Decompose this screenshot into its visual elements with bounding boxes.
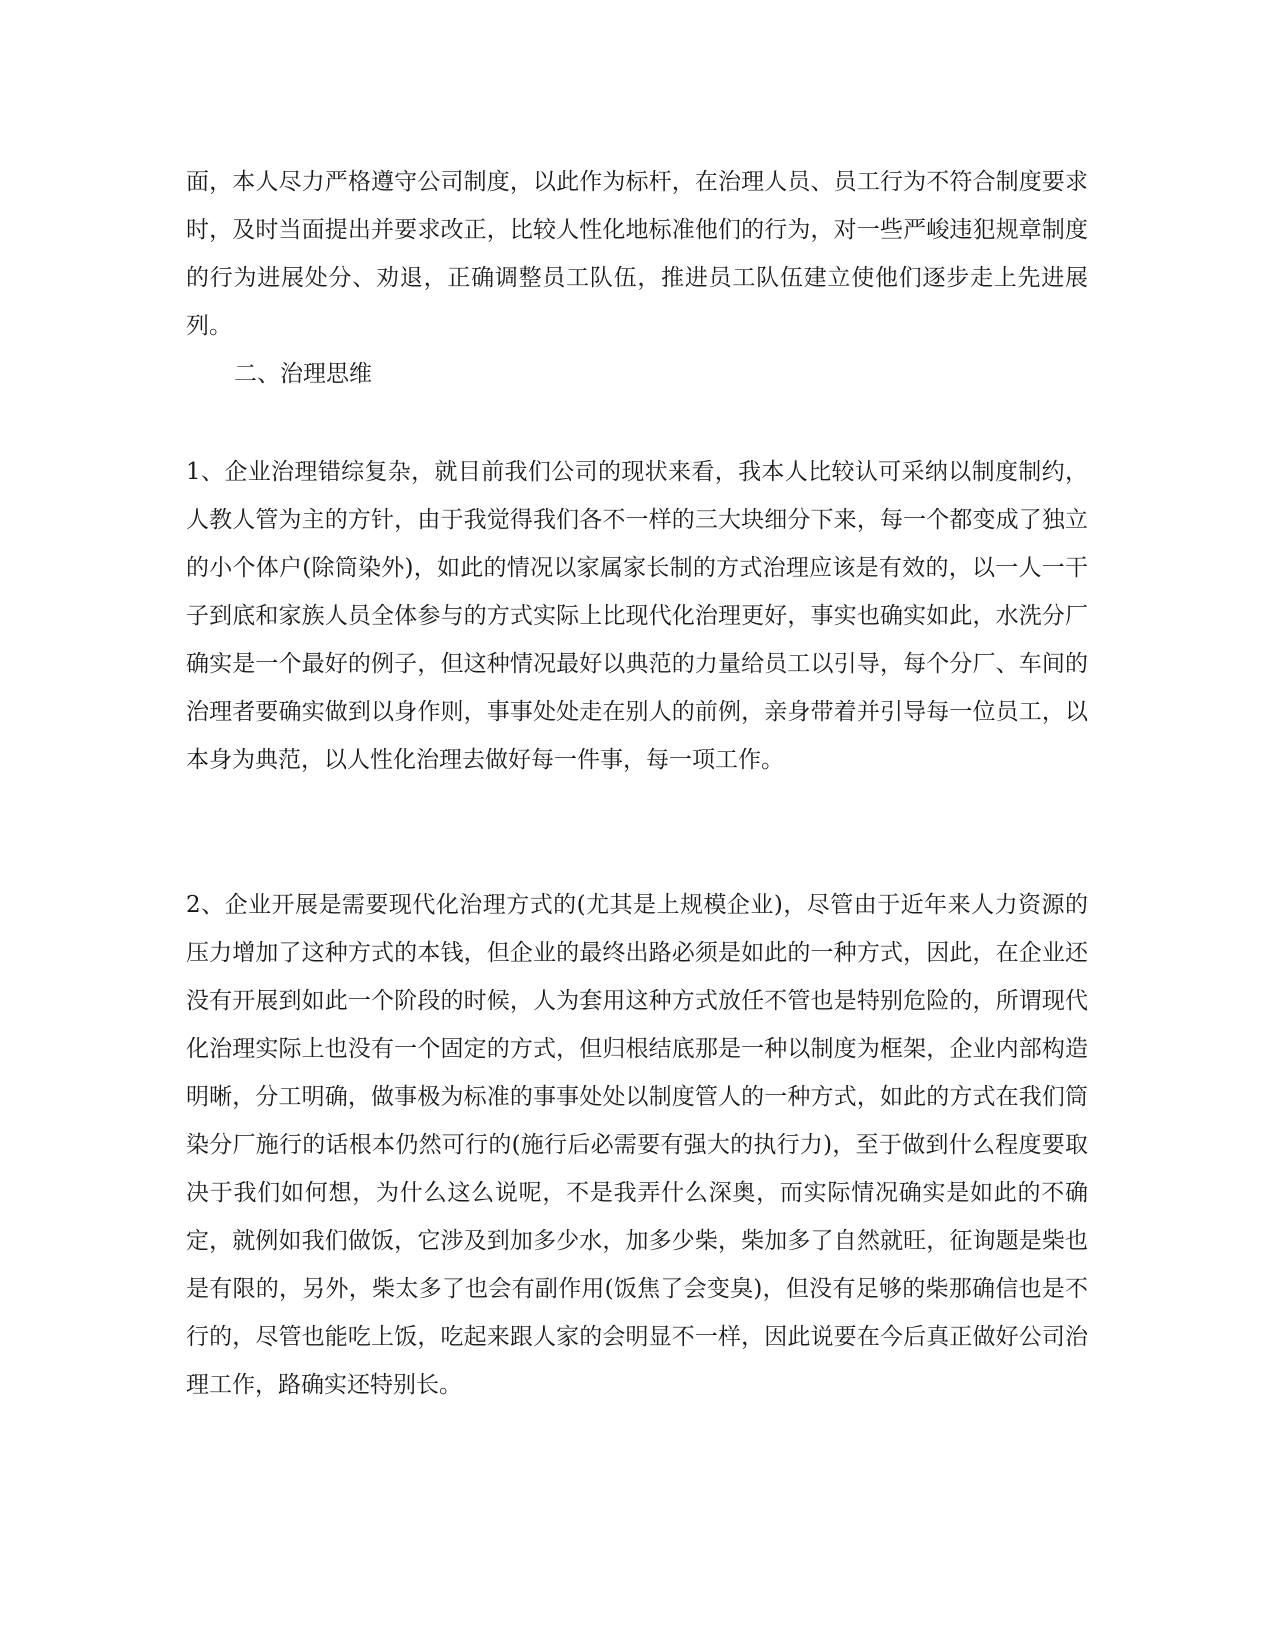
paragraph-point-1: 1、企业治理错综复杂，就目前我们公司的现状来看，我本人比较认可采纳以制度制约，人教人管为主的方针，由于我觉得我们各不一样的三大块细分下来，每一个都变成了独立的小个体户(除筒染外)，如此的情况以家属家长制的方式治理应该是有效的，以一人一干子到底和家族人员全体参与的方式实际上比现代化治理更好，事实也确实如此，水洗分厂确实是一个最好的例子，但这种情况最好以典范的力量给员工以引导，每个分厂、车间的治理者要确实做到以身作则，事事处处走在别人的前例，亲身带着并引导每一位员工，以本身为典范，以人性化治理去做好每一件事，每一项工作。 xyxy=(186,459,1088,773)
paragraph-point-2: 2、企业开展是需要现代化治理方式的(尤其是上规模企业)，尽管由于近年来人力资源的压力增加了这种方式的本钱，但企业的最终出路必须是如此的一种方式，因此，在企业还没有开展到如此一个阶段的时候，人为套用这种方式放任不管也是特别危险的，所谓现代化治理实际上也没有一个固定的方式，但归根结底那是一种以制度为框架，企业内部构造明晰，分工明确，做事极为标准的事事处处以制度管人的一种方式，如此的方式在我们筒染分厂施行的话根本仍然可行的(施行后必需要有强大的执行力)，至于做到什么程度要取决于我们如何想，为什么这么说呢，不是我弄什么深奥，而实际情况确实是如此的不确定，就例如我们做饭，它涉及到加多少水，加多少柴，柴加多了自然就旺，征询题是柴也是有限的，另外，柴太多了也会有副作用(饭焦了会变臭)，但没有足够的柴那确信也是不行的，尽管也能吃上饭，吃起来跟人家的会明显不一样，因此说要在今后真正做好公司治理工作，路确实还特别长。 xyxy=(186,892,1088,1398)
paragraph-continuation: 面，本人尽力严格遵守公司制度，以此作为标杆，在治理人员、员工行为不符合制度要求时，及时当面提出并要求改正，比较人性化地标准他们的行为，对一些严峻违犯规章制度的行为进展处分、劝退，正确调整员工队伍，推进员工队伍建立使他们逐步走上先进展列。 xyxy=(186,169,1088,339)
section-heading: 二、治理思维 xyxy=(234,361,372,387)
